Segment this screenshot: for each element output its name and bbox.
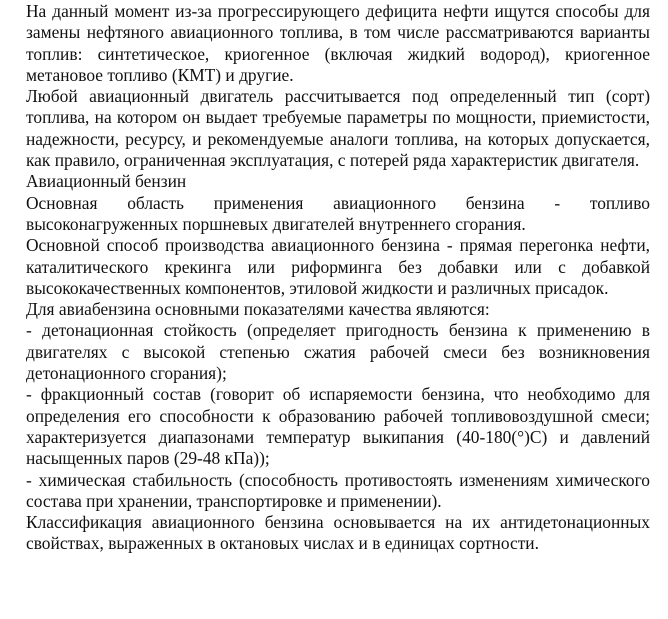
document-page [0,1,668,619]
paragraph-production-method: Основной способ производства авиационного бензина - прямая перегонка нефти, каталитического крекинга или риформинга без добавки или с добавкой высококачественных компонентов, этиловой жидкости и различных присадок. [26,235,650,298]
paragraph-alternative-fuels: На данный момент из-за прогрессирующего дефицита нефти ищутся способы для замены нефтяного авиационного топлива, в том числе рассматриваются варианты топлив: синтетическое, криогенное (включая жидкий водород), криогенное метановое топливо (КМТ) и другие. [26,1,650,85]
list-item-knock-resistance: - детонационная стойкость (определяет пригодность бензина к применению в двигателях с высокой степенью сжатия рабочей смеси без возникновения детонационного сгорания); [26,320,650,384]
paragraph-application-area: Основная область применения авиационного бензина - топливо высоконагруженных поршневых двигателей внутреннего сгорания. [26,192,650,234]
list-item-fractional-composition: - фракционный состав (говорит об испаряемости бензина, что необходимо для определения его способности к образованию рабочей топливовоздушной смеси; характеризуется диапазонами температур выкипания (40-180(°)С) и давлений насыщенных паров (29-48 кПа)); [26,384,650,469]
paragraph-classification: Классификация авиационного бензина основывается на их антидетонационных свойствах, выраженных в октановых числах и в единицах сортности. [26,512,650,554]
list-item-chemical-stability: - химическая стабильность (способность противостоять изменениям химического состава при хранении, транспортировке и применении). [26,469,650,511]
paragraph-quality-indicators-intro: Для авиабензина основными показателями качества являются: [26,299,490,320]
paragraph-engine-fuel-grade: Любой авиационный двигатель рассчитывается под определенный тип (сорт) топлива, на котором он выдает требуемые параметры по мощности, приемистости, надежности, ресурсу, и рекомендуемые аналоги топлива, на которых допускается, как правило, ограниченная эксплуатация, с потерей ряда характеристик двигателя. [26,86,650,171]
section-heading-aviation-gasoline: Авиационный бензин [26,171,187,192]
